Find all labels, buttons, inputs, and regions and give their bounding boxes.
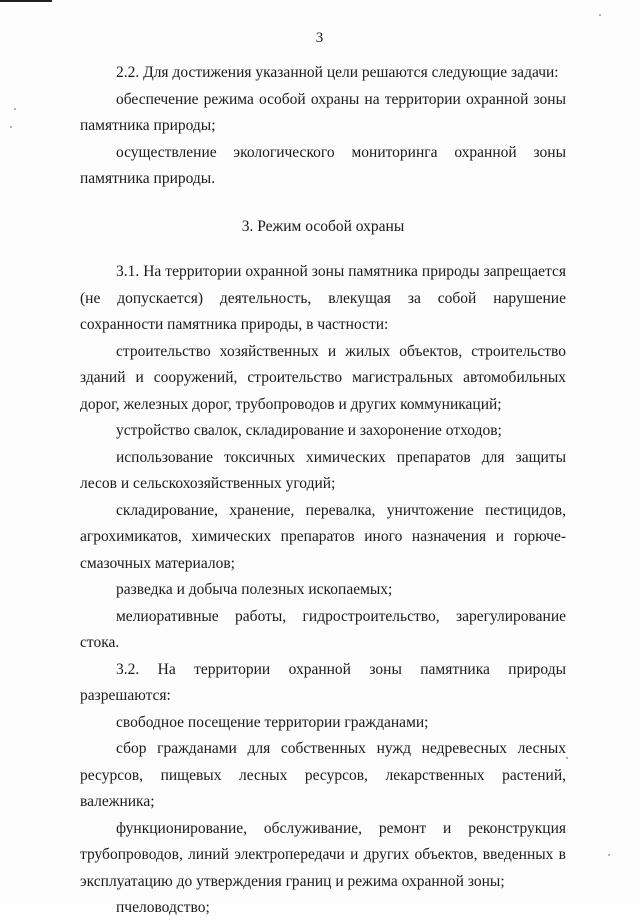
allowed-item-infrastructure: функционирование, обслуживание, ремонт и реконструкция трубопроводов, линий электропередачи и других объектов, введенных в эксплуатацию до утверждения границ и режима охранной зоны; <box>80 819 566 890</box>
allowed-item-beekeeping: пчеловодство; <box>116 899 210 916</box>
paragraph-3-1: 3.1. На территории охранной зоны памятника природы запрещается (не допускается) деятельность, влекущая за собой нарушение сохранности памятника природы, в частности: <box>80 263 566 333</box>
prohibited-item-toxic-chemicals: использование токсичных химических препаратов для защиты лесов и сельскохозяйственных угодий; <box>80 448 566 492</box>
scan-corner-mark <box>0 0 52 2</box>
scan-speck <box>10 126 12 128</box>
paragraph-3-2: 3.2. На территории охранной зоны памятника природы разрешаются: <box>80 660 566 704</box>
prohibited-item-waste: устройство свалок, складирование и захоронение отходов; <box>116 422 502 439</box>
scan-speck <box>599 14 601 16</box>
paragraph-2-2: 2.2. Для достижения указанной цели решаются следующие задачи: <box>116 64 559 81</box>
section-heading: 3. Режим особой охраны <box>241 217 405 235</box>
prohibited-item-land-reclamation: мелиоративные работы, гидростроительство, зарегулирование стока. <box>80 607 566 651</box>
prohibited-item-construction: строительство хозяйственных и жилых объектов, строительство зданий и сооружений, строительство магистральных автомобильных дорог, железных дорог, трубопроводов и других коммуникаций; <box>80 342 566 413</box>
task-ecological-monitoring: осуществление экологического мониторинга охранной зоны памятника природы. <box>80 143 566 187</box>
scan-speck <box>14 108 16 110</box>
allowed-item-visiting: свободное посещение территории гражданами; <box>116 713 429 731</box>
document-body <box>80 60 566 922</box>
task-protection-regime: обеспечение режима особой охраны на территории охранной зоны памятника природы; <box>80 90 566 134</box>
page-number: 3 <box>315 30 324 46</box>
prohibited-item-pesticides: складирование, хранение, перевалка, уничтожение пестицидов, агрохимикатов, химических препаратов иного назначения и горюче-смазочных материалов; <box>80 501 566 572</box>
allowed-item-gathering: сбор гражданами для собственных нужд недревесных лесных ресурсов, пищевых лесных ресурсов, лекарственных растений, валежника; <box>80 740 566 810</box>
prohibited-item-mining: разведка и добыча полезных ископаемых; <box>116 581 393 598</box>
scan-speck <box>566 757 568 759</box>
scan-speck <box>608 854 610 856</box>
